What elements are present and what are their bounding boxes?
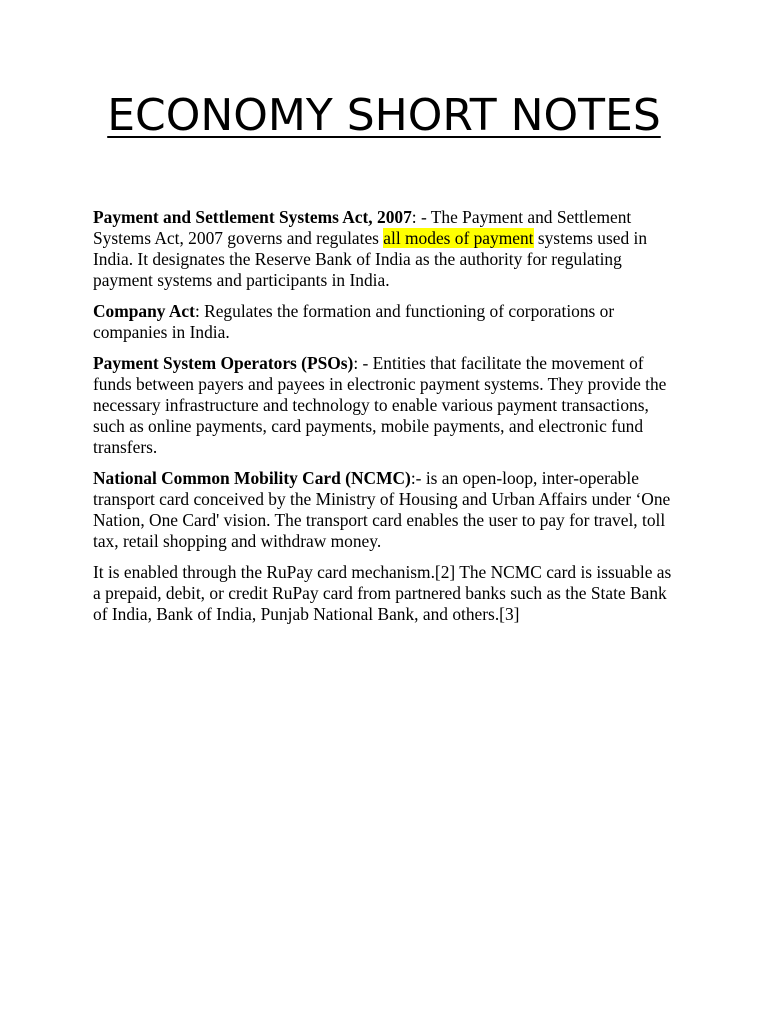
term-payment-system-operators: Payment System Operators (PSOs) <box>93 353 354 373</box>
paragraph-text: :- is an open-loop, inter-operable transport card conceived by the Ministry of Housing and Urban Affairs under ‘One Nation, One Card' vision. The transport card enables the user to pay for travel, toll tax, retail shopping and withdraw money. <box>93 468 671 551</box>
paragraph-payment-system-operators <box>93 353 683 458</box>
term-company-act: Company Act <box>93 301 195 321</box>
paragraph-text: : - Entities that facilitate the movement of funds between payers and payees in electronic payment systems. They provide the necessary infrastructure and technology to enable various payment transactions, such as online payments, card payments, mobile payments, and electronic fund transfers. <box>93 353 667 457</box>
paragraph-payment-settlement-act <box>93 207 683 291</box>
paragraph-ncmc <box>93 468 683 552</box>
paragraph-text: It is enabled through the RuPay card mechanism.[2] The NCMC card is issuable as a prepaid, debit, or credit RuPay card from partnered banks such as the State Bank of India, Bank of India, Punjab National Bank, and others.[3] <box>93 562 672 624</box>
paragraph-text: : - The Payment and Settlement Systems Act, 2007 governs and regulates <box>93 207 632 248</box>
highlighted-text: all modes of payment <box>383 228 534 248</box>
document-title: ECONOMY SHORT NOTES <box>107 90 661 141</box>
paragraph-company-act <box>93 301 683 343</box>
term-payment-settlement-act: Payment and Settlement Systems Act, 2007 <box>93 207 412 227</box>
paragraph-text: : Regulates the formation and functioning of corporations or companies in India. <box>93 301 615 342</box>
paragraph-rupay-mechanism <box>93 562 683 625</box>
document-body <box>93 207 683 635</box>
paragraph-text: systems used in India. It designates the Reserve Bank of India as the authority for regulating payment systems and participants in India. <box>93 228 648 290</box>
term-ncmc: National Common Mobility Card (NCMC) <box>93 468 411 488</box>
